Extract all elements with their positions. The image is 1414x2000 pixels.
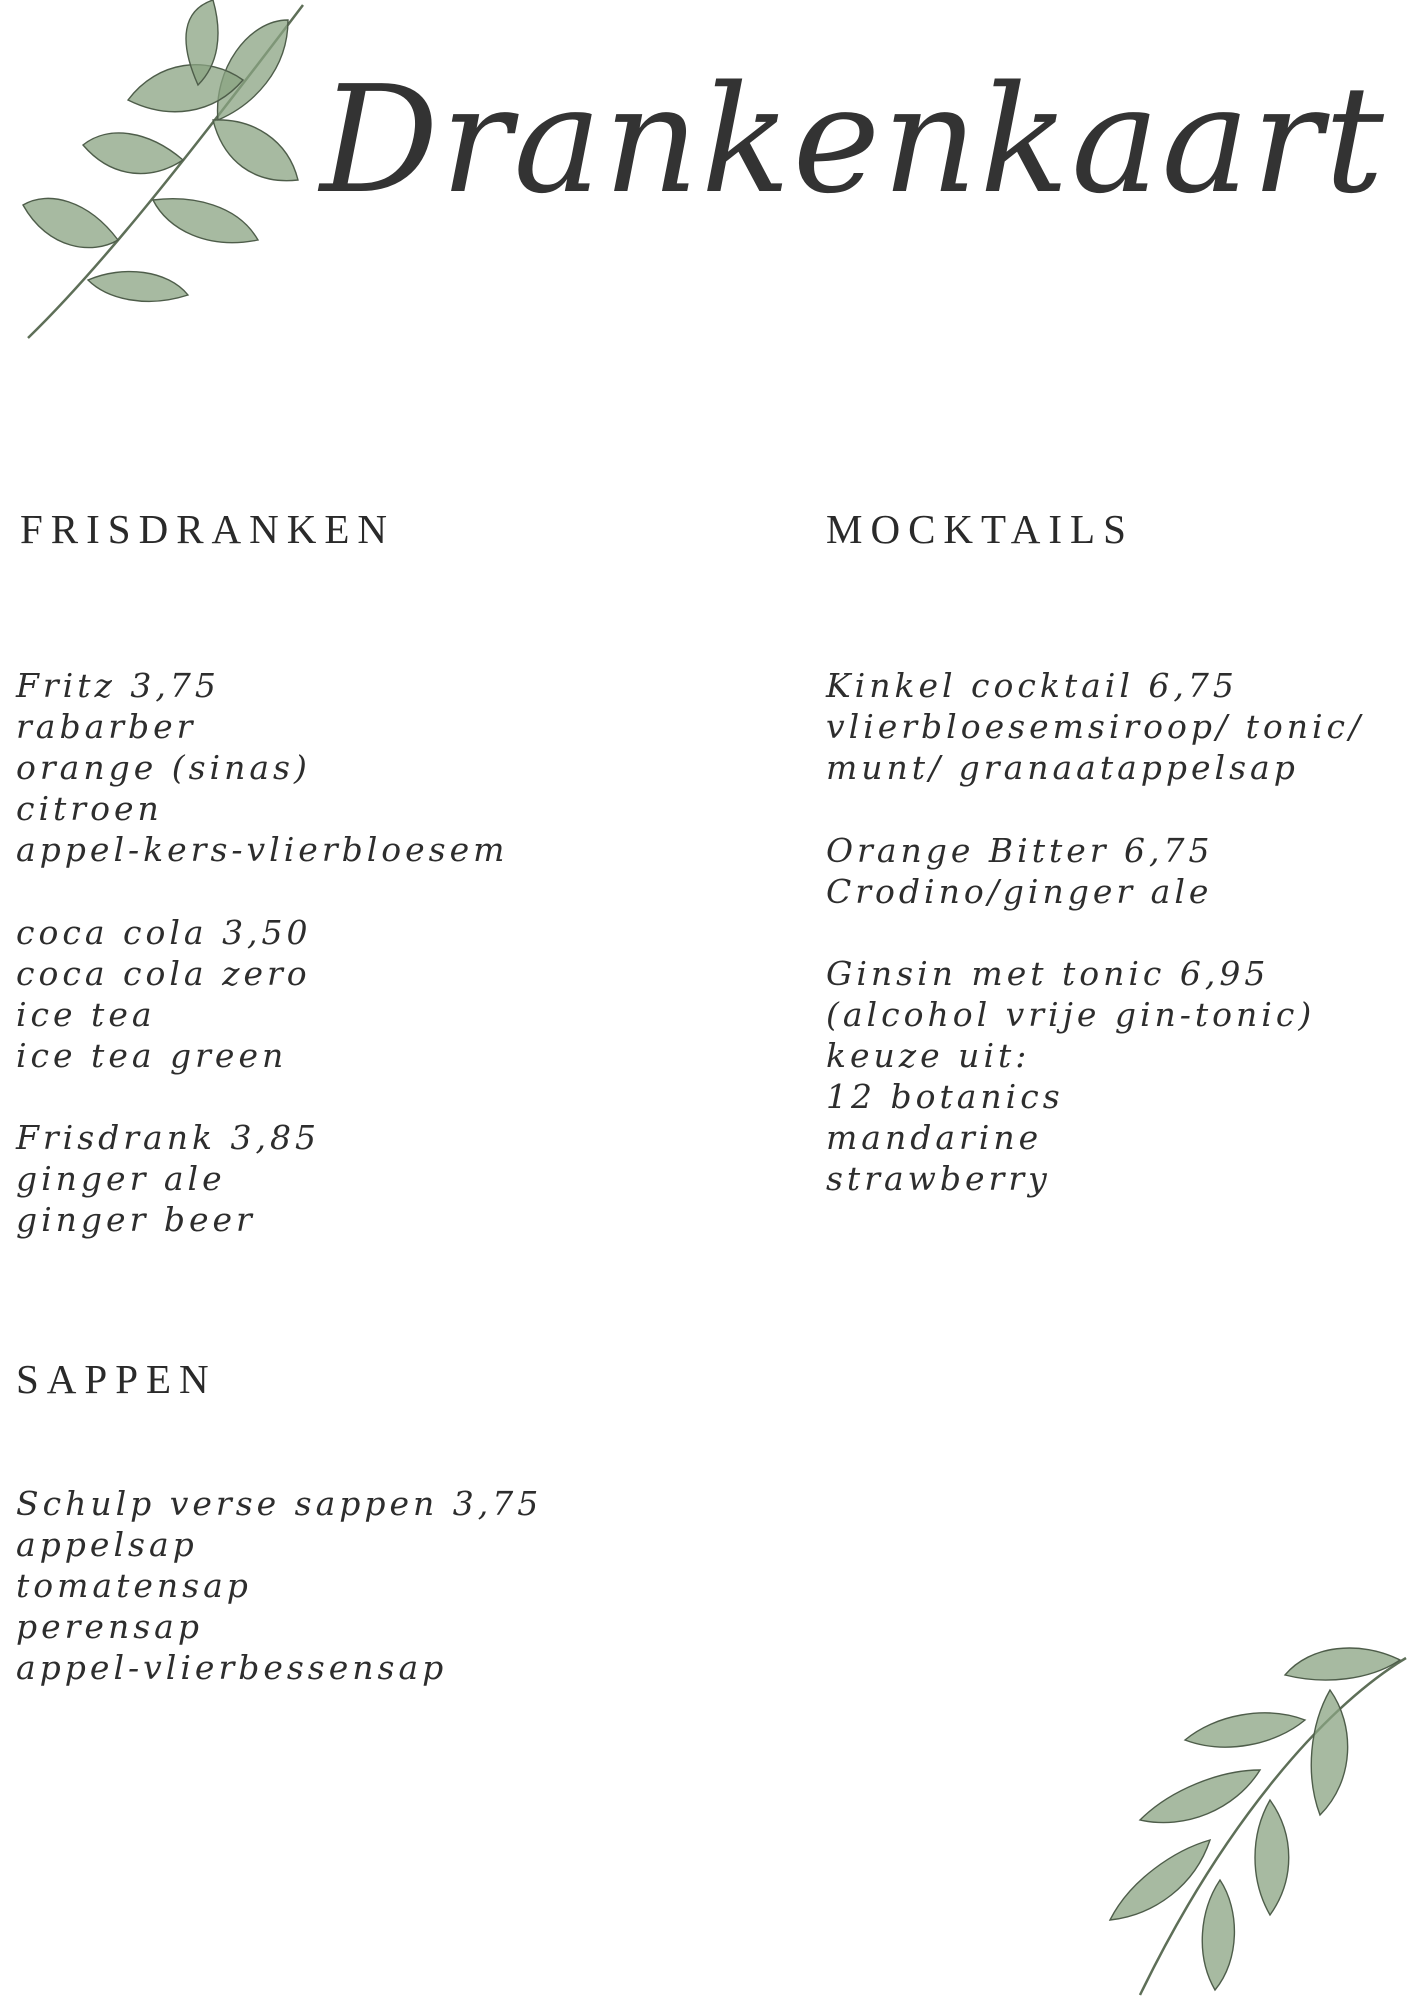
menu-item: orange (sinas) — [16, 748, 311, 787]
menu-item: (alcohol vrije gin-tonic) — [826, 995, 1316, 1034]
menu-item: ginger ale — [16, 1159, 226, 1198]
menu-item: Ginsin met tonic 6,95 — [826, 954, 1270, 993]
sappen-list — [16, 1483, 542, 1688]
menu-item: ice tea green — [16, 1036, 288, 1075]
menu-item: citroen — [16, 789, 163, 828]
frisdranken-list — [16, 1117, 320, 1240]
menu-item: rabarber — [16, 707, 197, 746]
page-title: Drankenkaart — [320, 54, 1386, 226]
menu-item: perensap — [16, 1607, 203, 1646]
menu-item: tomatensap — [16, 1566, 252, 1605]
menu-item: appelsap — [16, 1525, 198, 1564]
menu-item: Kinkel cocktail 6,75 — [826, 666, 1238, 705]
frisdranken-list — [16, 665, 508, 870]
section-heading-sappen: SAPPEN — [16, 1356, 217, 1402]
menu-item: mandarine — [826, 1118, 1043, 1157]
menu-item: ginger beer — [16, 1200, 256, 1239]
leaf-branch-bottom-icon — [1100, 1630, 1414, 2000]
menu-item: appel-kers-vlierbloesem — [16, 830, 509, 869]
menu-item: Orange Bitter 6,75 — [826, 831, 1214, 870]
menu-item: ice tea — [16, 995, 156, 1034]
menu-item: strawberry — [826, 1159, 1051, 1198]
menu-item: munt/ granaatappelsap — [826, 748, 1299, 787]
menu-item: Fritz 3,75 — [16, 666, 220, 705]
menu-item: vlierbloesemsiroop/ tonic/ — [826, 707, 1365, 746]
menu-item: appel-vlierbessensap — [16, 1648, 448, 1687]
leaf-branch-top-icon — [8, 0, 328, 350]
menu-item: coca cola zero — [16, 954, 311, 993]
frisdranken-list — [16, 912, 312, 1076]
menu-item: keuze uit: — [826, 1036, 1031, 1075]
section-heading-frisdranken: FRISDRANKEN — [20, 506, 396, 552]
mocktails-list — [826, 665, 1364, 788]
menu-item: Crodino/ginger ale — [826, 872, 1213, 911]
menu-item: Frisdrank 3,85 — [16, 1118, 320, 1157]
section-heading-mocktails: MOCKTAILS — [826, 506, 1134, 552]
menu-item: 12 botanics — [826, 1077, 1064, 1116]
menu-item: Schulp verse sappen 3,75 — [16, 1484, 543, 1523]
menu-item: coca cola 3,50 — [16, 913, 312, 952]
mocktails-list — [826, 953, 1315, 1199]
mocktails-list — [826, 830, 1214, 912]
